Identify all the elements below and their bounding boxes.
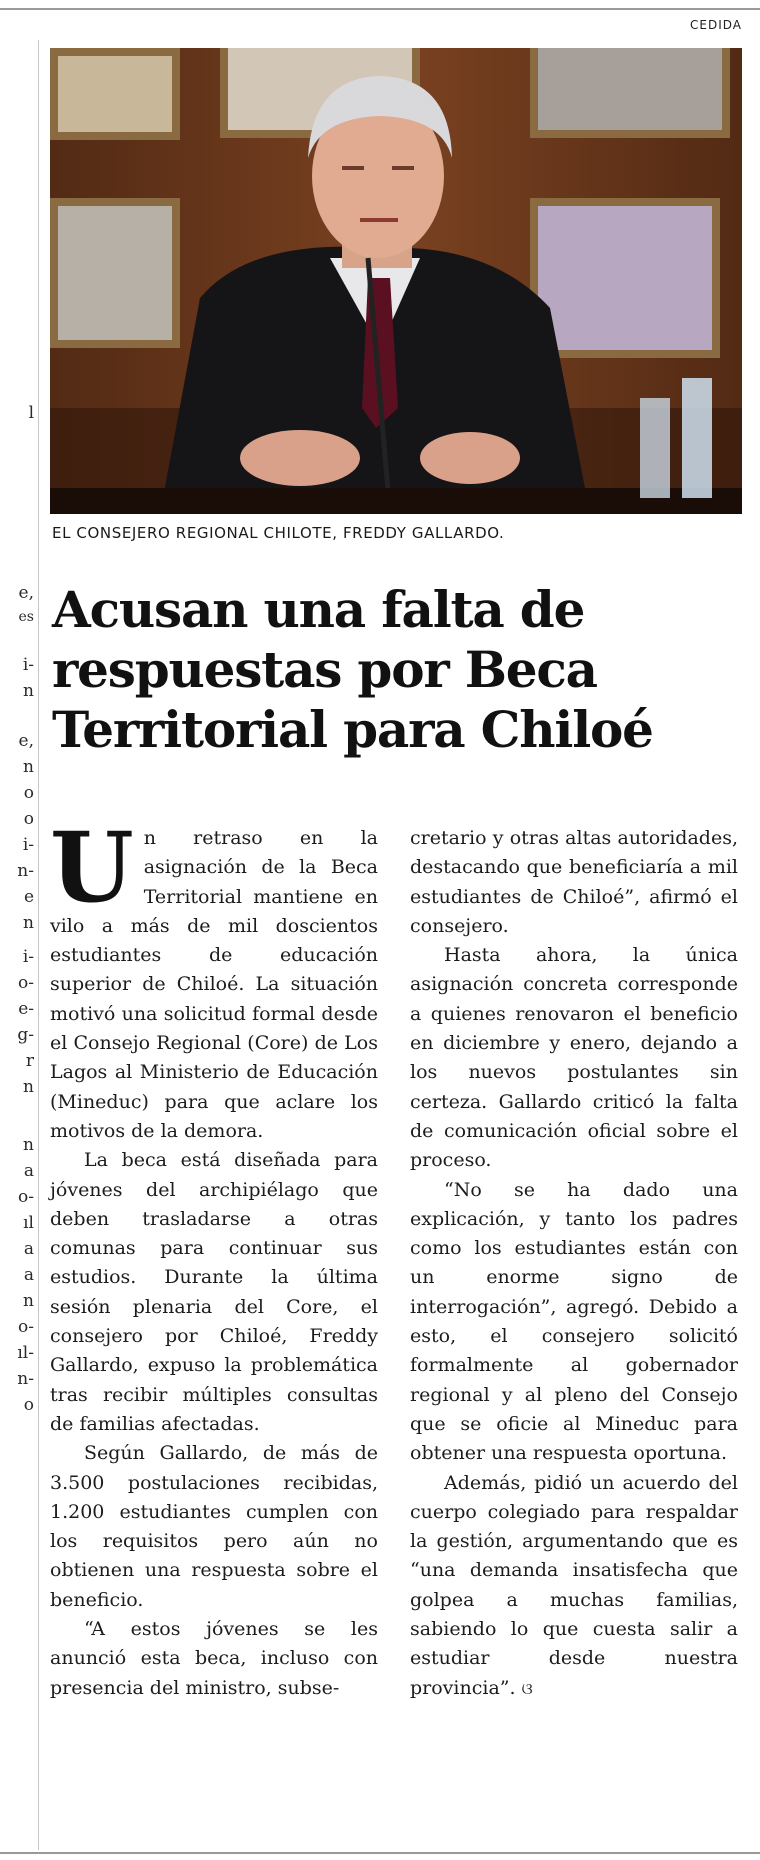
headline: Acusan una falta de respuestas por Beca Territorial para Chiloé [52,580,653,759]
bottom-rule [0,1852,760,1854]
article-column-2 [410,824,738,1703]
fragment: n [23,757,34,777]
paragraph: Según Gallardo, de más de 3.500 postulaciones recibidas, 1.200 estudiantes cumplen con los requisitos pero aún no obtienen una respuesta sobre el beneficio. [50,1442,378,1611]
paragraph: Hasta ahora, la única asignación concreta corresponde a quienes renovaron el beneficio en diciembre y enero, dejando a los nuevos postulantes sin certeza. Gallardo criticó la falta de comunicación oficial sobre el proceso. [410,944,738,1172]
fragment: n [23,1077,34,1097]
fragment: n [23,681,34,701]
top-rule [0,8,760,10]
fragment: e [23,887,34,907]
fragment: n [23,1135,34,1155]
fragment: i- [22,835,34,855]
fragment: o- [18,973,34,993]
paragraph: La beca está diseñada para jóvenes del archipiélago que deben trasladarse a otras comunas para continuar sus estudios. Durante la última sesión plenaria del Core, el consejero por Chiloé, Freddy Gallardo, expuso la problemática tras recibir múltiples consultas de familias afectadas. [50,1149,378,1435]
fragment: es [18,609,34,625]
fragment: ıl [23,1213,34,1233]
fragment: e, [18,583,34,603]
lead-text: n retraso en la asignación de la Beca Territorial mantiene en vilo a más de mil doscientos estudiantes de educación superior de Chiloé. La situación motivó una solicitud formal desde el Consejo Regional (Core) de Los Lagos al Ministerio de Educación (Mineduc) para que aclare los motivos de la demora. [50,827,378,1142]
closing-text: Además, pidió un acuerdo del cuerpo colegiado para respaldar la gestión, argumentando que es “una demanda insatisfecha que golpea a muchas familias, sabiendo lo que cuesta salir a estudiar desde nuestra provincia”. [410,1471,738,1699]
fragment: o [23,783,34,803]
fragment: o [23,809,34,829]
fragment: o- [18,1317,34,1337]
fragment: e, [18,731,34,751]
fragment: l [28,403,34,423]
fragment: o [23,1395,34,1415]
fragment: n- [17,1369,34,1389]
paragraph: “No se ha dado una explicación, y tanto los padres como los estudiantes están con un enorme signo de interrogación”, agregó. Debido a esto, el consejero solicitó formalmente al gobernador regional y al pleno del Consejo que se oficie al Mineduc para obtener una respuesta oportuna. [410,1178,738,1465]
fragment: n- [17,861,34,881]
drop-cap: U [50,811,134,924]
photo-caption: EL CONSEJERO REGIONAL CHILOTE, FREDDY GALLARDO. [52,524,505,542]
fragment: a [23,1239,34,1259]
fragment: i- [22,655,34,675]
photo-credit: CEDIDA [690,18,742,32]
article-column-1 [50,811,378,1703]
fragment: g- [17,1025,34,1045]
fragment: n [23,1291,34,1311]
paragraph [410,1469,738,1703]
paragraph: cretario y otras altas autoridades, destacando que beneficiaría a mil estudiantes de Chiloé”, afirmó el consejero. [410,827,738,937]
paragraph: “A estos jóvenes se les anunció esta beca, incluso con presencia del ministro, subse- [50,1618,378,1699]
end-mark-icon: ଓ [521,1678,533,1698]
fragment: r [25,1051,34,1071]
news-photo [50,48,742,514]
fragment: n [23,913,34,933]
fragment: o- [18,1187,34,1207]
column-divider [38,40,39,1850]
fragment: ıl- [17,1343,34,1363]
fragment: e- [18,999,34,1019]
fragment: a [23,1161,34,1181]
lead-paragraph [50,811,378,1146]
fragment: i- [22,947,34,967]
fragment: a [23,1265,34,1285]
